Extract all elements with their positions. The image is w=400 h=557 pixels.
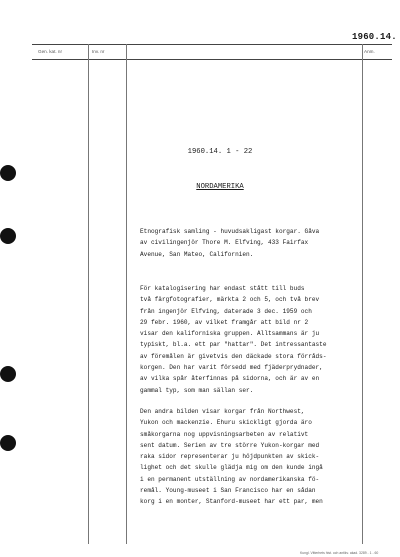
punch-hole: [0, 228, 16, 244]
region-subheading: NORDAMERIKA: [196, 183, 244, 191]
punch-hole: [0, 435, 16, 451]
column-divider-inventory: [126, 44, 127, 544]
print-footer: Kungl. Vitterhets hist. och antikv. akad. 3289 - 1 - 60: [300, 551, 379, 555]
column-header-row: [32, 44, 392, 60]
inventory-number-column-label: Inv. nr: [92, 49, 105, 54]
paragraph-cataloguing: För katalogisering har endast stått till buds två färgfotografier, märkta 2 och 5, och två brev från ingenjör Elfving, daterade 3 dec. 1959 och 29 febr. 1960, av vilket framgår att bild nr 2 visar den kaliforniska gruppen. Alltsammans är ju typiskt, bl.a. ett par "hattar". Det intressantaste av föremålen är givetvis den däckade stora förråds- korgen. Den har varit försedd med fjäderprydnader, av vilka spår återfinnas på sidorna, och är av en gammal typ, som man sällan ser.: [140, 285, 327, 394]
column-divider-catalog: [88, 44, 89, 544]
paragraph-second-image: Den andra bilden visar korgar från Northwest, Yukon och mackenzie. Ehuru skickligt gjorda äro småkorgarna nog uppvisningsarbeten av relativt sent datum. Serien av tre större Yukon-korgar med raka sidor representerar ju höjdpunkten av skick- lighet och det skulle glädja mig om den kunde ingå i en permanent utställning av nordamerikanska fö- remål. Young-museet i San Francisco har en sådan korg i en monter, Stanford-museet har ett par, men: [140, 408, 323, 506]
remarks-column-label: Anm.: [364, 49, 375, 54]
catalog-number-column-label: Gen. kat. nr: [38, 49, 63, 54]
page-identifier: 1960.14.: [352, 32, 397, 42]
punch-hole: [0, 366, 16, 382]
punch-hole: [0, 165, 16, 181]
paragraph-intro: Etnografisk samling - huvudsakligast korgar. Gåva av civilingenjör Thore M. Elfving, 433 Fairfax Avenue, San Mateo, Californien.: [140, 228, 320, 258]
catalog-heading: 1960.14. 1 - 22: [187, 148, 253, 156]
